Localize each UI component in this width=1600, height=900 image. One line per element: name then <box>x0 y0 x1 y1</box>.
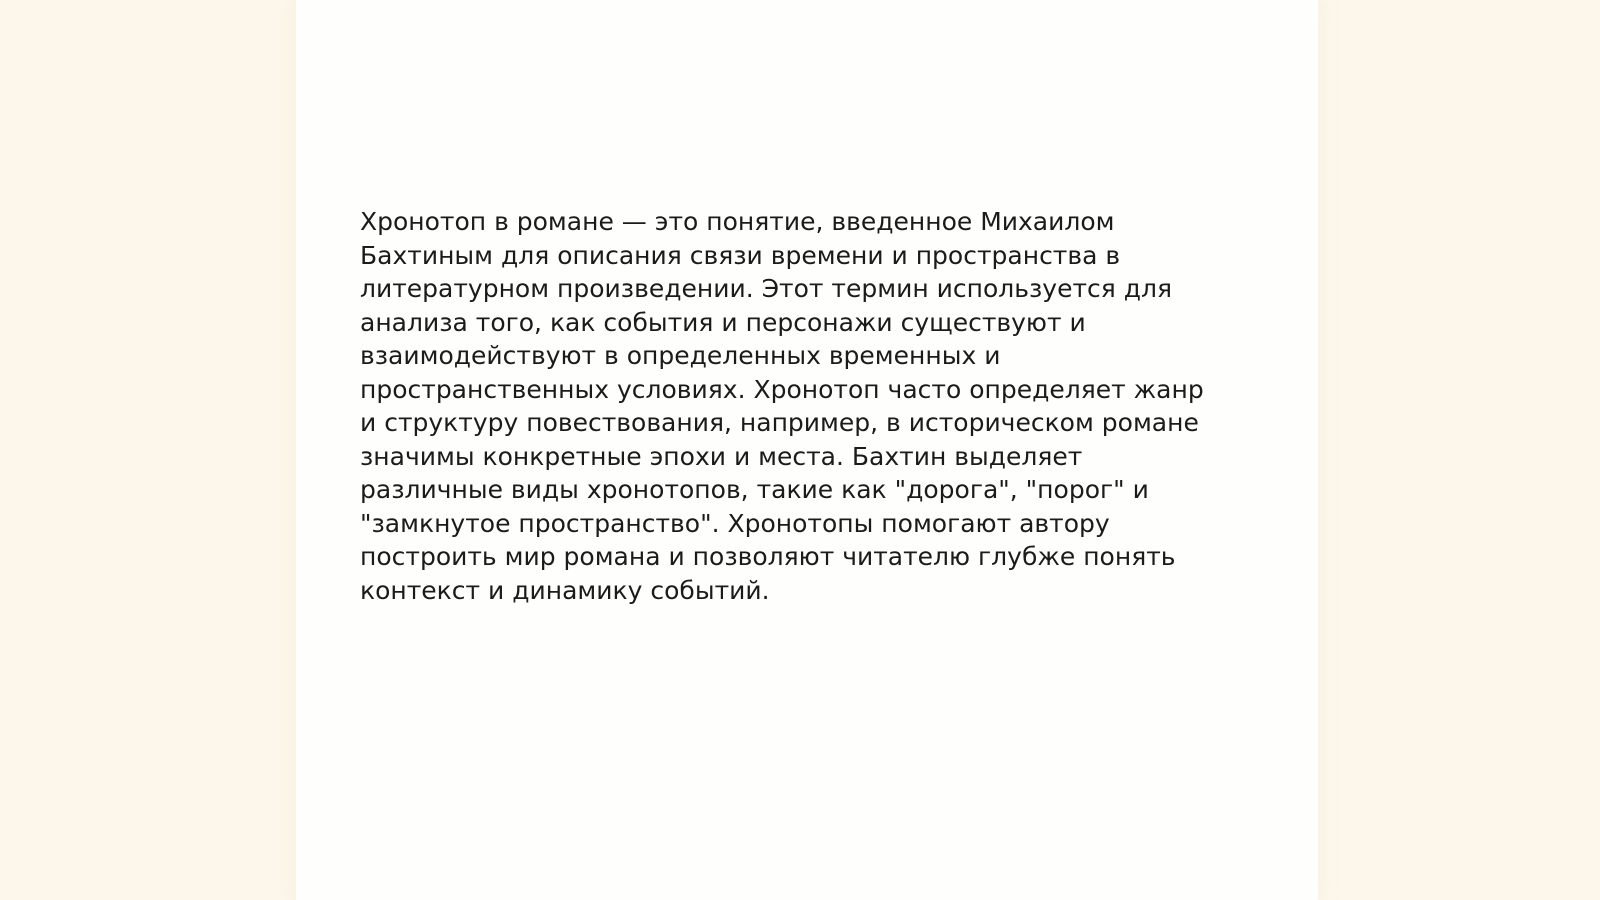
text-line: литературном произведении. Этот термин используется для <box>360 274 1173 303</box>
text-line: построить мир романа и позволяют читателю глубже понять <box>360 542 1176 571</box>
text-line: "замкнутое пространство". Хронотопы помогают автору <box>360 508 1110 538</box>
document-page <box>296 0 1318 900</box>
text-line: и структуру повествования, например, в историческом романе <box>360 408 1199 437</box>
text-line: Бахтиным для описания связи времени и пространства в <box>360 240 1121 270</box>
text-line: значимы конкретные эпохи и места. Бахтин выделяет <box>360 441 1083 471</box>
text-line: различные виды хронотопов, такие как "дорога", "порог" и <box>360 475 1149 504</box>
text-line: анализа того, как события и персонажи существуют и <box>360 307 1086 337</box>
article-paragraph <box>360 205 1240 607</box>
text-line: пространственных условиях. Хронотоп часто определяет жанр <box>360 374 1204 404</box>
text-line: контекст и динамику событий. <box>360 575 770 605</box>
text-line: взаимодействуют в определенных временных и <box>360 341 1001 370</box>
text-line: Хронотоп в романе — это понятие, введенное Михаилом <box>360 207 1115 236</box>
